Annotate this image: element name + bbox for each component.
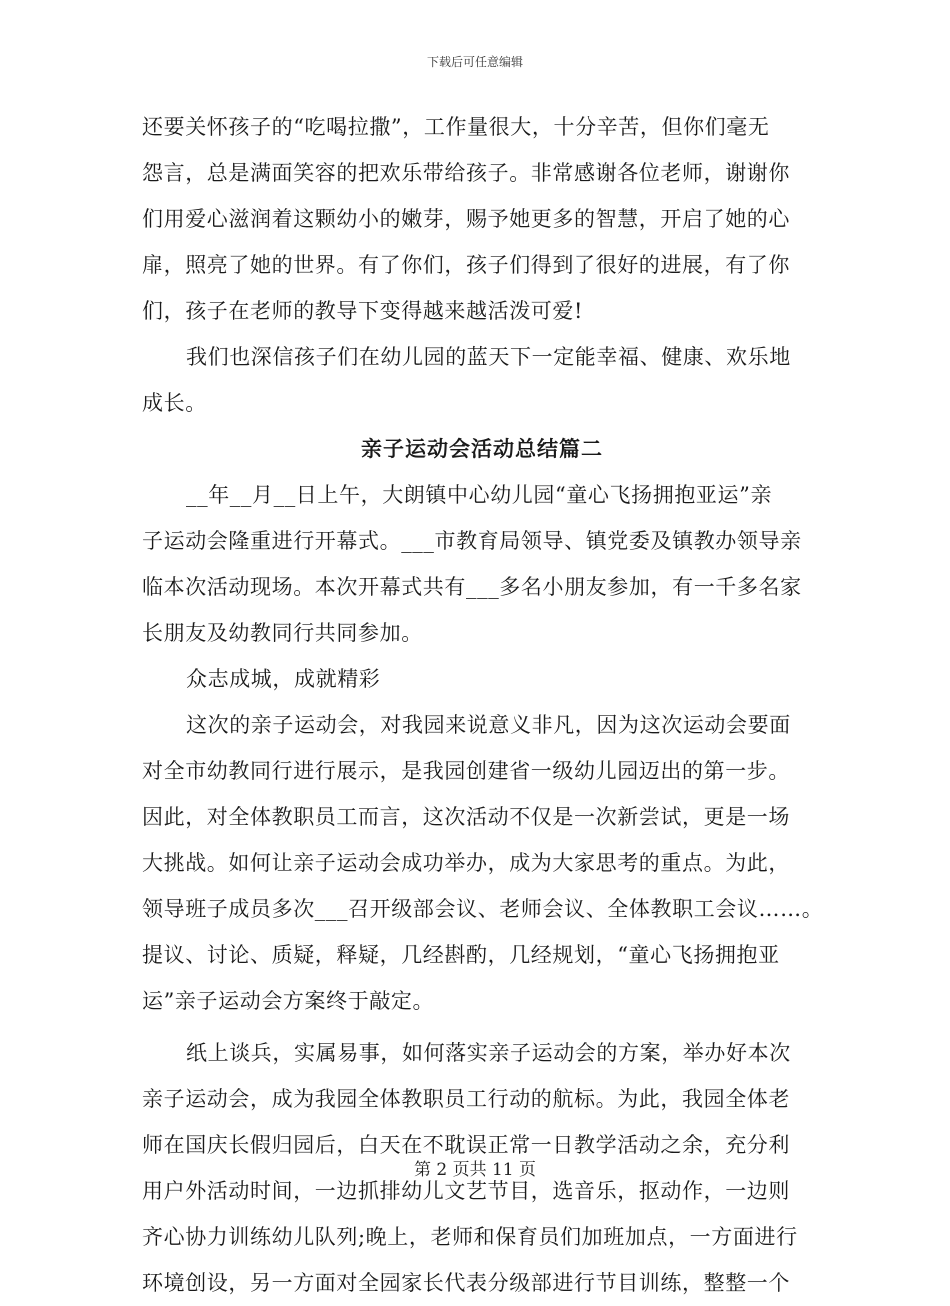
text-line: 子运动会隆重进行开幕式。___市教育局领导、镇党委及镇教办领导亲	[142, 529, 802, 553]
text-line: 因此，对全体教职员工而言，这次活动不仅是一次新尝试，更是一场	[142, 805, 790, 829]
text-line: 纸上谈兵，实属易事，如何落实亲子运动会的方案，举办好本次	[186, 1041, 791, 1065]
text-line: 运”亲子运动会方案终于敲定。	[142, 989, 435, 1013]
text-line: __年__月__日上午，大朗镇中心幼儿园“童心飞扬拥抱亚运”亲	[186, 483, 773, 507]
text-line: 长朋友及幼教同行共同参加。	[142, 621, 423, 645]
subheading: 众志成城，成就精彩	[186, 667, 381, 691]
text-line: 成长。	[142, 391, 207, 415]
text-line: 们用爱心滋润着这颗幼小的嫩芽，赐予她更多的智慧，开启了她的心	[142, 207, 790, 231]
text-line: 临本次活动现场。本次开幕式共有___多名小朋友参加，有一千多名家	[142, 575, 802, 599]
text-line: 领导班子成员多次___召开级部会议、老师会议、全体教职工会议……。	[142, 897, 824, 921]
text-line: 环境创设，另一方面对全园家长代表分级部进行节目训练，整整一个	[142, 1271, 790, 1295]
text-line: 亲子运动会，成为我园全体教职员工行动的航标。为此，我园全体老	[142, 1087, 790, 1111]
text-line: 大挑战。如何让亲子运动会成功举办，成为大家思考的重点。为此，	[142, 851, 790, 875]
text-line: 这次的亲子运动会，对我园来说意义非凡，因为这次运动会要面	[186, 713, 791, 737]
page-header: 下载后可任意编辑	[426, 55, 523, 69]
text-line: 师在国庆长假归园后，白天在不耽误正常一日教学活动之余，充分利	[142, 1133, 790, 1157]
text-line: 扉，照亮了她的世界。有了你们，孩子们得到了很好的进展，有了你	[142, 253, 790, 277]
text-line: 用户外活动时间，一边抓排幼儿文艺节目，选音乐，抠动作，一边则	[142, 1179, 790, 1203]
text-line: 提议、讨论、质疑，释疑，几经斟酌，几经规划，“童心飞扬拥抱亚	[142, 943, 780, 967]
text-line: 对全市幼教同行进行展示，是我园创建省一级幼儿园迈出的第一步。	[142, 759, 790, 783]
section-title: 亲子运动会活动总结篇二	[361, 436, 603, 461]
text-line: 怨言，总是满面笑容的把欢乐带给孩子。非常感谢各位老师，谢谢你	[142, 161, 790, 185]
text-line: 们，孩子在老师的教导下变得越来越活泼可爱!	[142, 299, 584, 323]
text-line: 齐心协力训练幼儿队列;晚上，老师和保育员们加班加点，一方面进行	[142, 1225, 798, 1249]
text-line: 还要关怀孩子的“吃喝拉撒”，工作量很大，十分辛苦，但你们毫无	[142, 115, 770, 139]
text-line: 我们也深信孩子们在幼儿园的蓝天下一定能幸福、健康、欢乐地	[186, 345, 791, 369]
document-body	[142, 104, 822, 1306]
page-footer: 第 2 页共 11 页	[413, 1160, 537, 1180]
